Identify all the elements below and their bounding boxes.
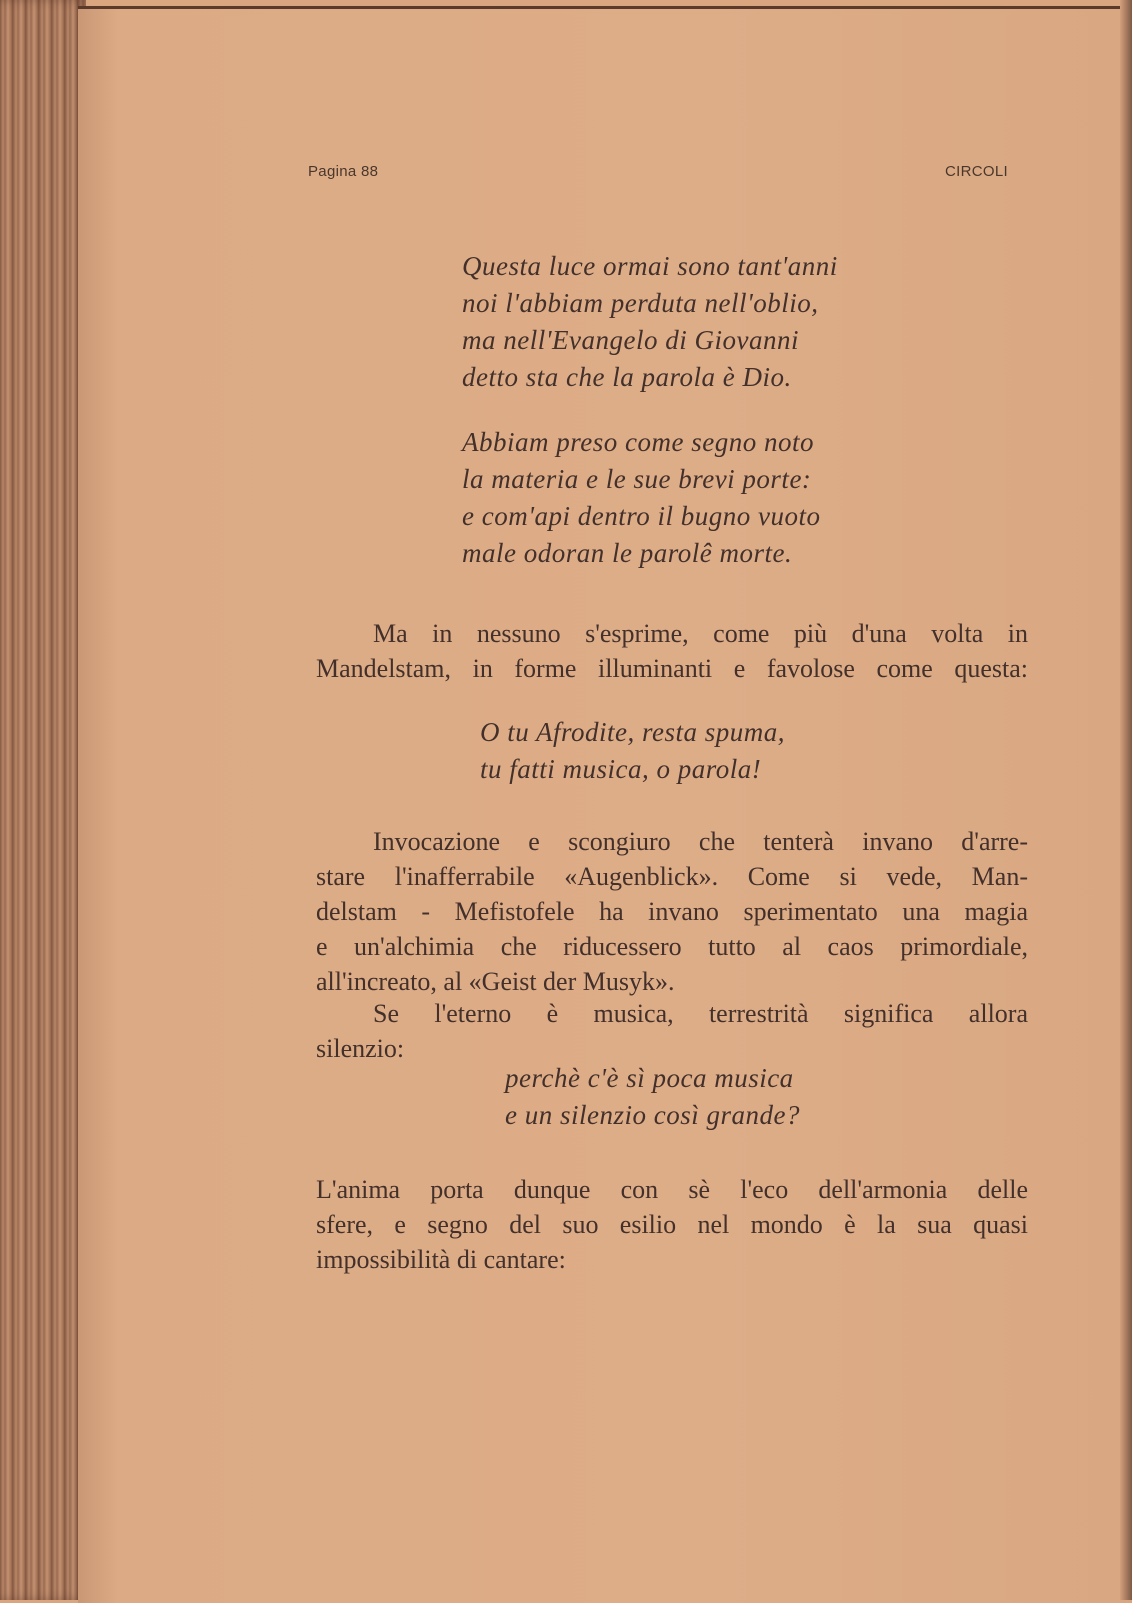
verse-line: ma nell'Evangelo di Giovanni xyxy=(462,325,799,355)
prose-line: Invocazione e scongiuro che tenterà invano d'arre- xyxy=(373,827,1028,856)
stanza-two xyxy=(462,424,820,572)
prose-line: stare l'inafferrabile «Augenblick». Come si vede, Man- xyxy=(316,862,1028,891)
running-title: CIRCOLI xyxy=(945,163,1008,180)
verse-line: noi l'abbiam perduta nell'oblio, xyxy=(462,288,819,318)
quote-silenzio xyxy=(505,1060,800,1134)
prose-line: Ma in nessuno s'esprime, come più d'una volta in xyxy=(373,619,1028,648)
verse-line: male odoran le parolê morte. xyxy=(462,538,793,568)
prose-line: silenzio: xyxy=(316,1034,405,1063)
prose-line: e un'alchimia che riducessero tutto al caos primordiale, xyxy=(316,932,1028,961)
paragraph-three xyxy=(316,996,1028,1066)
page-number: Pagina 88 xyxy=(308,163,379,180)
verse-line: e un silenzio così grande? xyxy=(505,1100,800,1130)
verse-line: detto sta che la parola è Dio. xyxy=(462,362,792,392)
stanza-one xyxy=(462,248,838,396)
prose-line: Mandelstam, in forme illuminanti e favolose come questa: xyxy=(316,654,1028,683)
verse-line: O tu Afrodite, resta spuma, xyxy=(480,717,786,747)
prose-line: Se l'eterno è musica, terrestrità significa allora xyxy=(373,999,1028,1028)
prose-line: impossibilità di cantare: xyxy=(316,1245,566,1274)
prose-line: L'anima porta dunque con sè l'eco dell'armonia delle xyxy=(316,1175,1028,1204)
verse-line: tu fatti musica, o parola! xyxy=(480,754,762,784)
prose-line: sfere, e segno del suo esilio nel mondo è la sua quasi xyxy=(316,1210,1028,1239)
page-header xyxy=(308,163,1008,187)
verse-line: Abbiam preso come segno noto xyxy=(462,427,814,457)
prose-line: delstam - Mefistofele ha invano sperimentato una magia xyxy=(316,897,1028,926)
verse-line: Questa luce ormai sono tant'anni xyxy=(462,251,838,281)
page-right-edge xyxy=(1120,0,1132,1600)
paragraph-four xyxy=(316,1172,1028,1277)
book-spine-edges xyxy=(0,0,86,1600)
verse-line: la materia e le sue brevi porte: xyxy=(462,464,812,494)
paragraph-two xyxy=(316,824,1028,999)
quote-afrodite xyxy=(480,714,785,788)
paragraph-one xyxy=(316,616,1028,686)
prose-line: all'increato, al «Geist der Musyk». xyxy=(316,967,675,996)
verse-line: perchè c'è sì poca musica xyxy=(505,1063,794,1093)
book-page xyxy=(78,6,1122,1603)
verse-line: e com'api dentro il bugno vuoto xyxy=(462,501,821,531)
